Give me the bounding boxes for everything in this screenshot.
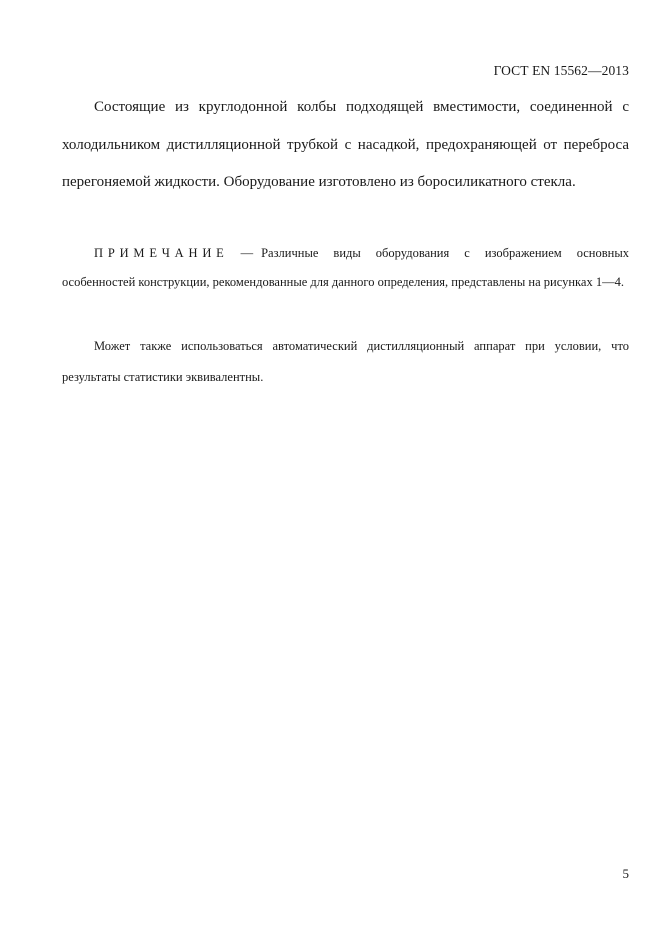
body-paragraph-equipment: Состоящие из круглодонной колбы подходящей вместимости, соединенной с холодильником дистилляционной трубкой с насадкой, предохраняющей от переброса перегоняемой жидкости. Оборудование изготовлено из боросиликатного стекла. [62,99,629,190]
note-dash: — [240,246,254,260]
note-block [62,239,629,296]
note-text: Различные виды оборудования с изображением основных особенностей конструкции, рекомендованные для данного определения, представлены на рисунках 1—4. [62,246,629,289]
page-number: 5 [622,866,629,881]
body-paragraph-automatic-apparatus: Может также использоваться автоматический дистилляционный аппарат при условии, что результаты статистики эквивалентны. [62,339,629,384]
note-label: ПРИМЕЧАНИЕ [94,246,229,260]
document-header-code: ГОСТ EN 15562—2013 [493,63,629,78]
